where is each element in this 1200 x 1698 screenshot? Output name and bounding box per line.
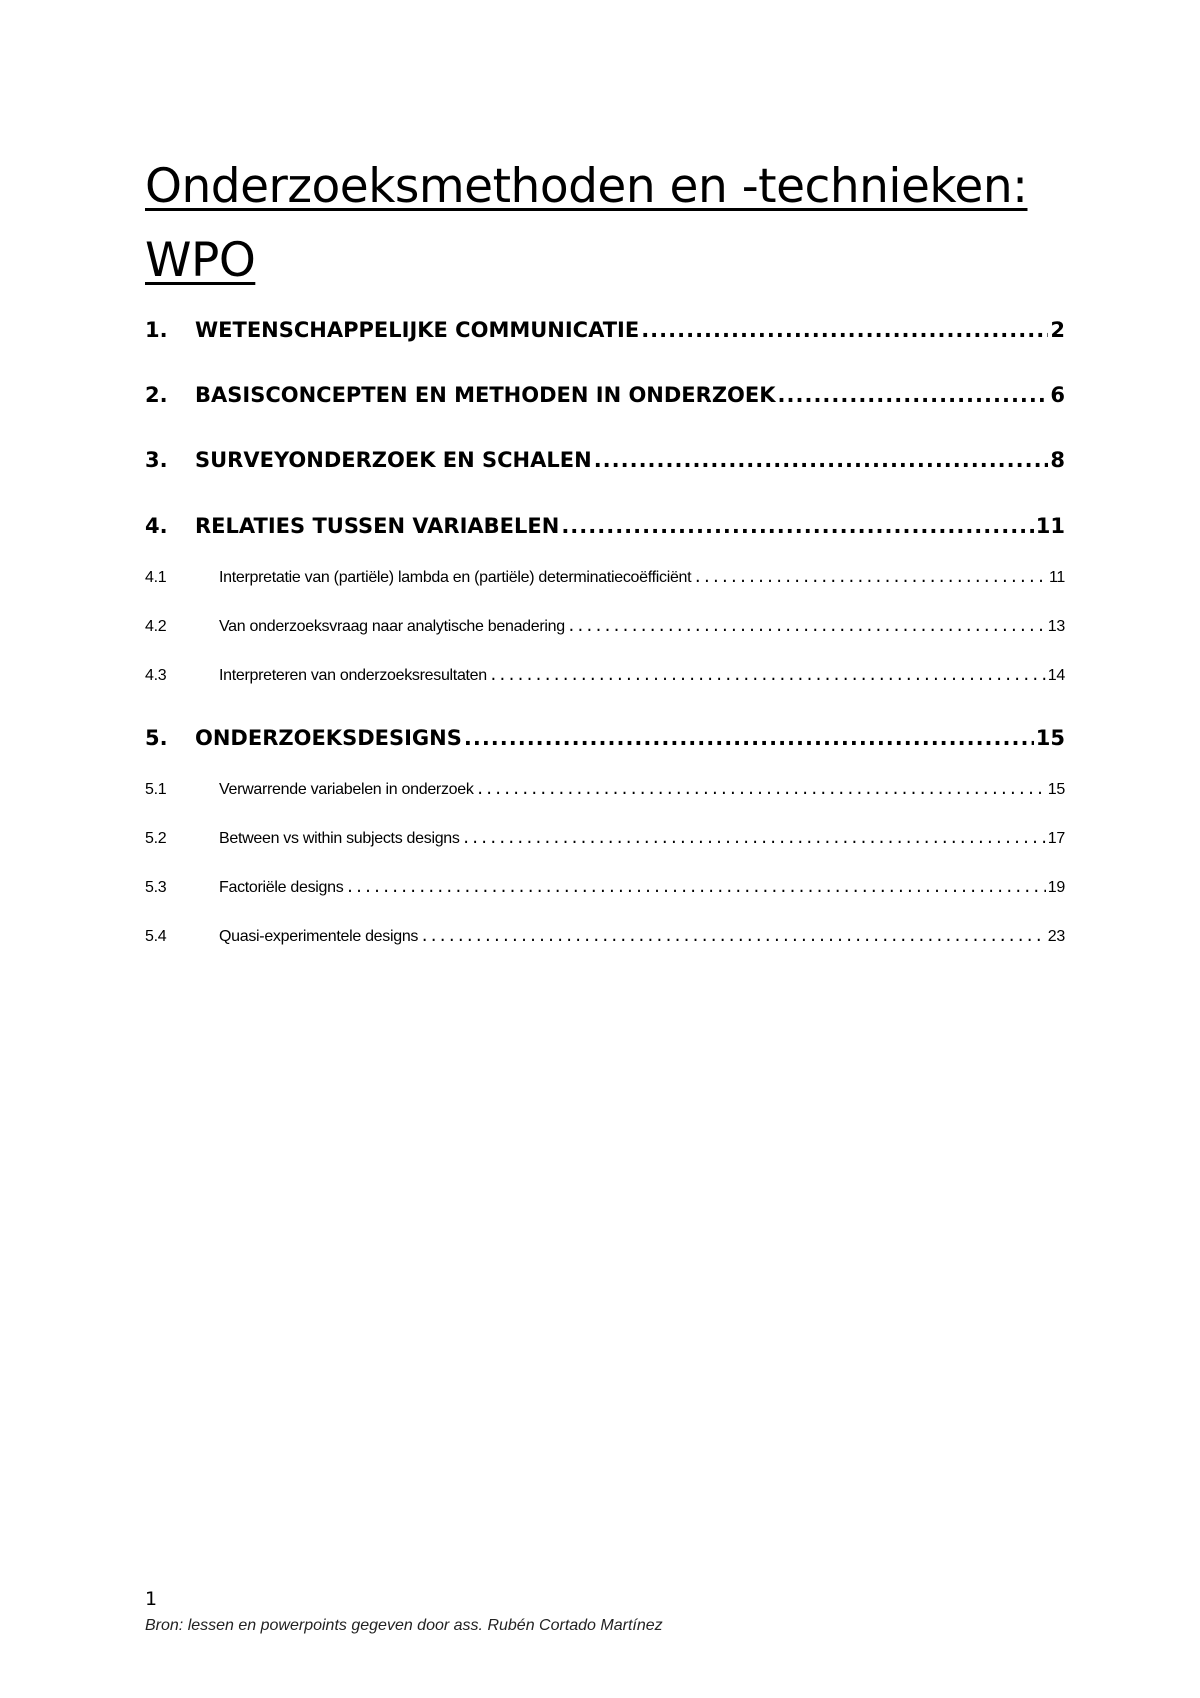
toc-entry-number: 2.	[145, 383, 168, 407]
toc-entry-title: SURVEYONDERZOEK EN SCHALEN	[195, 448, 592, 472]
toc-entry-1[interactable]	[145, 318, 1065, 348]
toc-entry-4[interactable]	[145, 514, 1065, 544]
toc-entry-title: ONDERZOEKSDESIGNS	[195, 726, 462, 750]
toc-leader-dots	[464, 726, 1034, 750]
toc-leader-dots	[489, 666, 1046, 684]
toc-leader-dots	[567, 617, 1046, 635]
toc-entry-number: 4.1	[145, 569, 167, 586]
toc-entry-4-1[interactable]	[145, 568, 1065, 592]
toc-entry-page: 13	[1047, 618, 1065, 635]
toc-entry-title: BASISCONCEPTEN EN METHODEN IN ONDERZOEK	[195, 383, 776, 407]
toc-leader-dots	[693, 568, 1047, 586]
toc-entry-page: 17	[1047, 830, 1065, 847]
document-title-line2: WPO	[145, 233, 256, 288]
toc-entry-page: 23	[1047, 928, 1065, 945]
toc-entry-page: 14	[1047, 667, 1065, 684]
document-title-line1: Onderzoeksmethoden en -technieken:	[145, 159, 1028, 214]
toc-leader-dots	[561, 514, 1033, 538]
toc-entry-5-3[interactable]	[145, 878, 1065, 902]
toc-entry-title: Interpretatie van (partiële) lambda en (partiële) determinatiecoëfficiënt	[219, 569, 692, 586]
toc-entry-title: Quasi-experimentele designs	[219, 928, 419, 945]
toc-entry-title: Verwarrende variabelen in onderzoek	[219, 781, 474, 798]
footer-source-note: Bron: lessen en powerpoints gegeven door ass. Rubén Cortado Martínez	[145, 1617, 663, 1634]
toc-entry-title: Van onderzoeksvraag naar analytische benadering	[219, 618, 565, 635]
toc-entry-number: 4.	[145, 514, 168, 538]
document-title	[145, 150, 1065, 298]
toc-entry-page: 2	[1050, 318, 1065, 342]
toc-entry-page: 11	[1048, 569, 1065, 586]
toc-entry-5-4[interactable]	[145, 927, 1065, 951]
toc-entry-number: 3.	[145, 448, 168, 472]
toc-entry-title: Between vs within subjects designs	[219, 830, 460, 847]
toc-leader-dots	[462, 829, 1046, 847]
toc-entry-page: 8	[1050, 448, 1065, 472]
toc-entry-page: 6	[1050, 383, 1065, 407]
toc-entry-5-1[interactable]	[145, 780, 1065, 804]
toc-entry-page: 15	[1047, 781, 1065, 798]
toc-entry-page: 19	[1047, 879, 1065, 896]
toc-entry-4-3[interactable]	[145, 666, 1065, 690]
toc-entry-number: 5.1	[145, 781, 167, 798]
toc-leader-dots	[594, 448, 1049, 472]
toc-entry-number: 1.	[145, 318, 168, 342]
toc-entry-5-2[interactable]	[145, 829, 1065, 853]
toc-entry-4-2[interactable]	[145, 617, 1065, 641]
toc-leader-dots	[476, 780, 1046, 798]
toc-entry-number: 5.	[145, 726, 168, 750]
toc-entry-5[interactable]	[145, 726, 1065, 756]
toc-leader-dots	[420, 927, 1046, 945]
toc-entry-number: 5.2	[145, 830, 167, 847]
toc-entry-3[interactable]	[145, 448, 1065, 478]
toc-entry-title: Factoriële designs	[219, 879, 344, 896]
toc-entry-number: 5.3	[145, 879, 167, 896]
toc-entry-2[interactable]	[145, 383, 1065, 413]
toc-entry-number: 4.2	[145, 618, 167, 635]
toc-entry-page: 11	[1035, 514, 1065, 538]
footer-page-number: 1	[145, 1588, 158, 1610]
toc-entry-number: 4.3	[145, 667, 167, 684]
toc-leader-dots	[641, 318, 1048, 342]
toc-entry-title: WETENSCHAPPELIJKE COMMUNICATIE	[195, 318, 640, 342]
toc-entry-page: 15	[1035, 726, 1065, 750]
toc-entry-number: 5.4	[145, 928, 167, 945]
toc-leader-dots	[778, 383, 1049, 407]
toc-leader-dots	[345, 878, 1045, 896]
toc-entry-title: RELATIES TUSSEN VARIABELEN	[195, 514, 560, 538]
toc-entry-title: Interpreteren van onderzoeksresultaten	[219, 667, 487, 684]
